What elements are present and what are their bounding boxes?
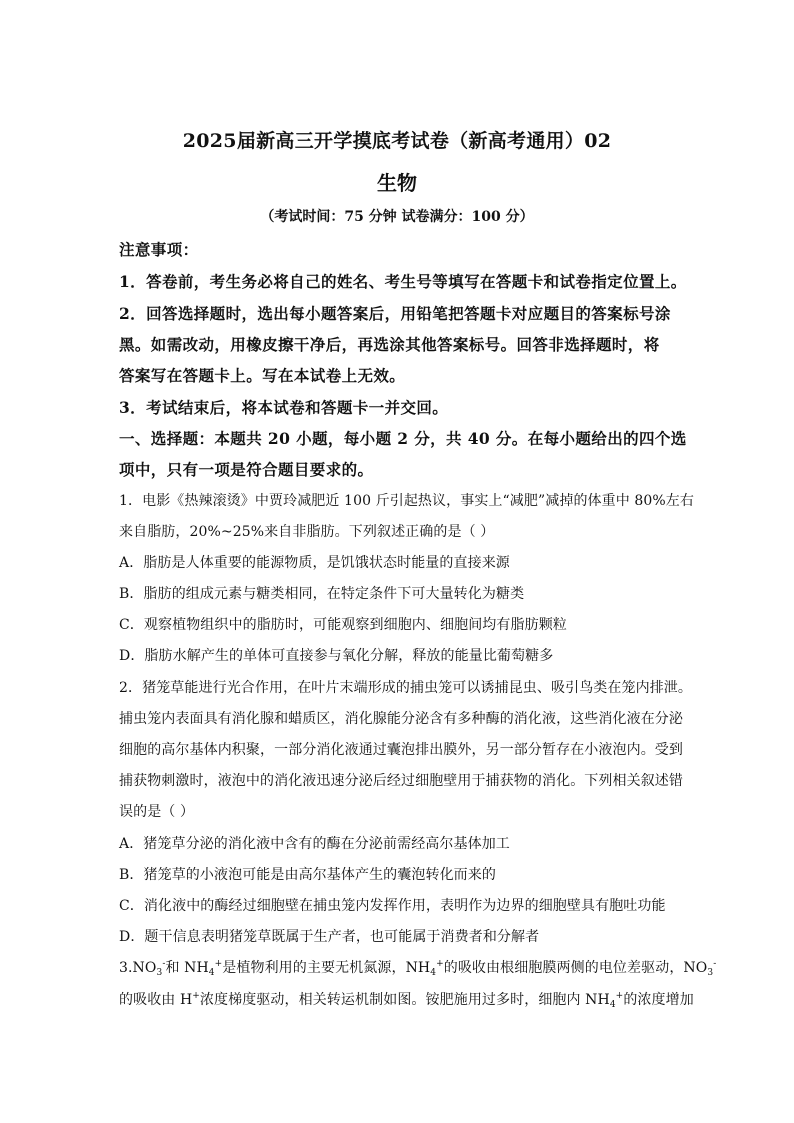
exam-info: （考试时间：75 分钟 试卷满分：100 分） bbox=[260, 209, 534, 225]
exam-title: 2025届新高三开学摸底考试卷（新高考通用）02 bbox=[182, 130, 612, 152]
note-item-1: 1．答卷前，考生务必将自己的姓名、考生号等填写在答题卡和试卷指定位置上。 bbox=[119, 272, 687, 291]
section-heading-line1: 一、选择题：本题共 20 小题，每小题 2 分，共 40 分。在每小题给出的四个选 bbox=[119, 429, 687, 448]
notes-heading: 注意事项： bbox=[119, 240, 199, 259]
q3-stem-line1: $3.NO_3^-$和 $NH_4^+$是植物利用的主要无机氮源，$NH_4^+$的吸收由根细胞膜两侧的电位差驱动，$NO_3^-$ bbox=[119, 959, 717, 978]
section-heading-line2: 项中，只有一项是符合题目要求的。 bbox=[119, 460, 374, 479]
q1-option-d: D．脂肪水解产生的单体可直接参与氧化分解，释放的能量比葡萄糖多 bbox=[119, 648, 554, 664]
q1-option-c: C．观察植物组织中的脂肪时，可能观察到细胞内、细胞间均有脂肪颗粒 bbox=[119, 617, 567, 633]
note-item-3: 3．考试结束后，将本试卷和答题卡一并交回。 bbox=[119, 398, 449, 417]
q1-option-a: A．脂肪是人体重要的能源物质，是饥饿状态时能量的直接来源 bbox=[119, 555, 510, 571]
note-item-2-line2: 黑。如需改动，用橡皮擦干净后，再选涂其他答案标号。回答非选择题时，将 bbox=[119, 335, 660, 354]
note-item-2-line3: 答案写在答题卡上。写在本试卷上无效。 bbox=[119, 366, 406, 385]
q2-option-a: A．猪笼草分泌的消化液中含有的酶在分泌前需经高尔基体加工 bbox=[119, 836, 510, 852]
subject-title: 生物 bbox=[377, 171, 417, 195]
q2-stem-line5: 误的是（ ） bbox=[119, 804, 195, 820]
q1-stem-line1: 1．电影《热辣滚烫》中贾玲减肥近 100 斤引起热议，事实上“减肥”减掉的体重中 80%左右 bbox=[119, 493, 695, 509]
q1-option-b: B．脂肪的组成元素与糖类相同，在特定条件下可大量转化为糖类 bbox=[119, 586, 525, 602]
q2-stem-line4: 捕获物刺激时，液泡中的消化液迅速分泌后经过细胞壁用于捕获物的消化。下列相关叙述错 bbox=[119, 773, 683, 789]
q3-stem-line2: 的吸收由 H+浓度梯度驱动，相关转运机制如图。铵肥施用过多时，细胞内 $NH_4^+$的浓度增加 bbox=[119, 991, 694, 1010]
q2-option-d: D．题干信息表明猪笼草既属于生产者，也可能属于消费者和分解者 bbox=[119, 929, 540, 945]
q2-stem-line2: 捕虫笼内表面具有消化腺和蜡质区，消化腺能分泌含有多种酶的消化液，这些消化液在分泌 bbox=[119, 711, 683, 727]
q2-option-c: C．消化液中的酶经过细胞壁在捕虫笼内发挥作用，表明作为边界的细胞壁具有胞吐功能 bbox=[119, 898, 666, 914]
q2-stem-line1: 2．猪笼草能进行光合作用，在叶片末端形成的捕虫笼可以诱捕昆虫、吸引鸟类在笼内排泄。 bbox=[119, 680, 693, 696]
q2-option-b: B．猪笼草的小液泡可能是由高尔基体产生的囊泡转化而来的 bbox=[119, 867, 496, 883]
q1-stem-line2: 来自脂肪，20%~25%来自非脂肪。下列叙述正确的是（ ） bbox=[119, 524, 495, 540]
note-item-2-line1: 2．回答选择题时，选出每小题答案后，用铅笔把答题卡对应题目的答案标号涂 bbox=[119, 304, 671, 323]
q2-stem-line3: 细胞的高尔基体内积聚，一部分消化液通过囊泡排出膜外，另一部分暂存在小液泡内。受到 bbox=[119, 742, 683, 758]
